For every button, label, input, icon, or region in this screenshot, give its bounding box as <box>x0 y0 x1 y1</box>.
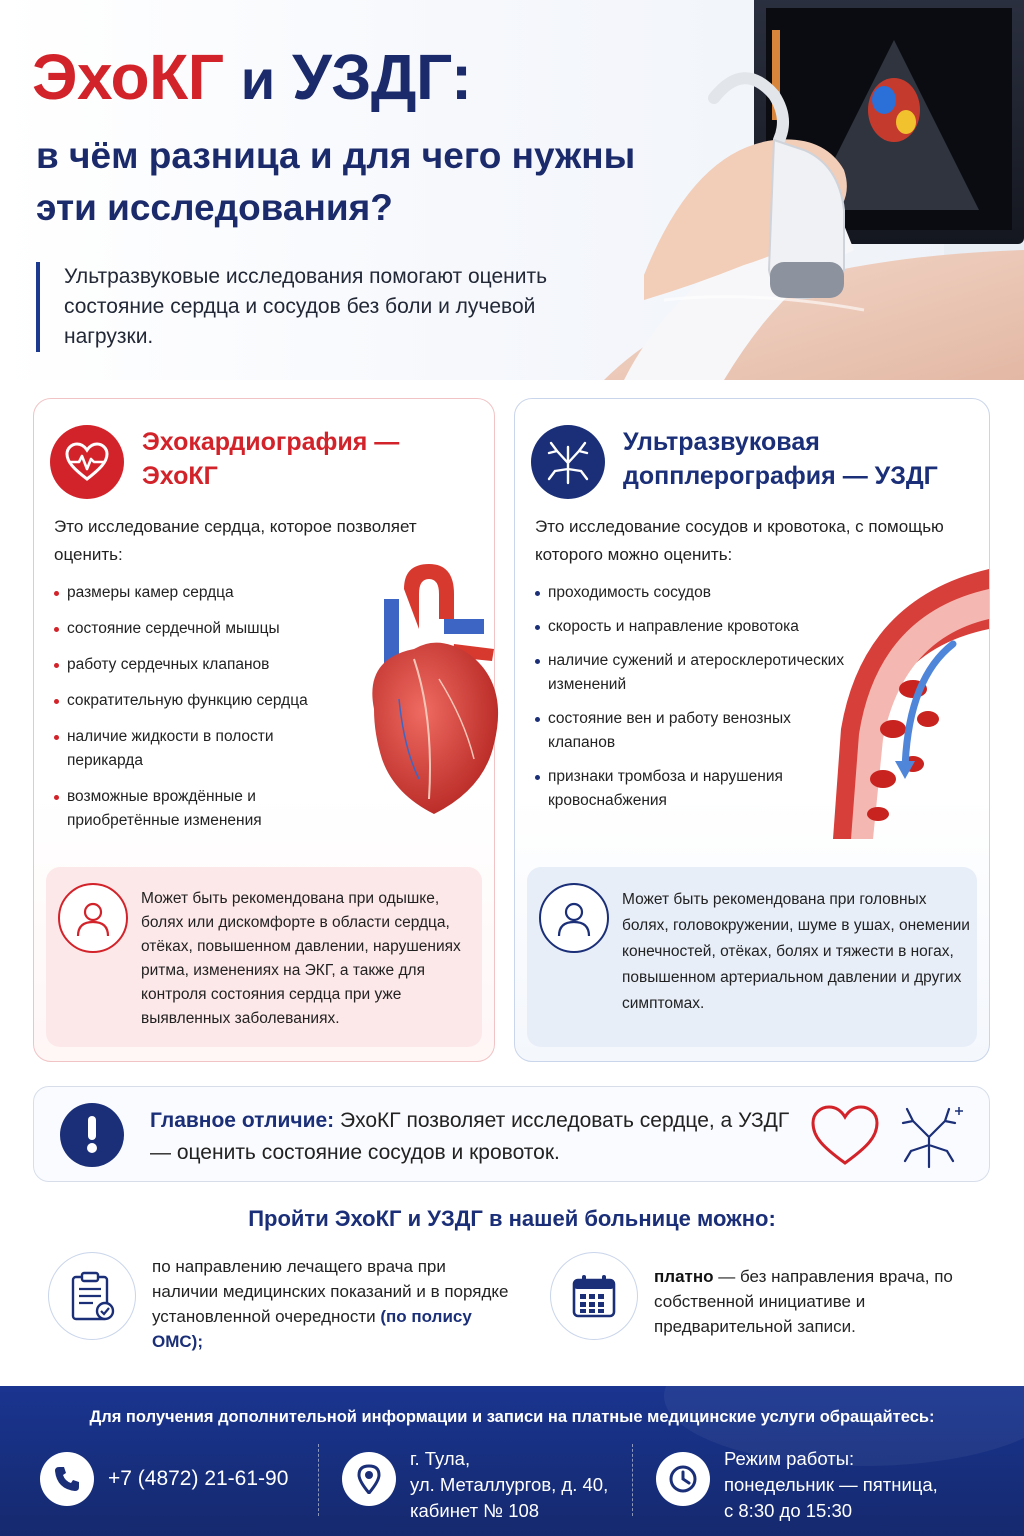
echo-card <box>33 398 495 1062</box>
page-title <box>32 40 472 114</box>
doppler-lead: Это исследование сосудов и кровотока, с помощью которого можно оценить: <box>535 517 944 564</box>
list-item: состояние вен и работу венозных клапанов <box>535 707 855 755</box>
phone-icon <box>40 1452 94 1506</box>
option-oms-body: по направлению лечащего врача при наличии медицинских показаний и в порядке установленной очередности <box>152 1257 509 1326</box>
doppler-title: Ультразвуковая допплерография — УЗДГ <box>623 428 938 490</box>
doppler-card <box>514 398 990 1062</box>
echo-recommendation <box>46 867 482 1047</box>
difference-body: ЭхоКГ позволяет исследовать сердце, а УЗДГ — оценить состояние сосудов и кровоток. <box>150 1109 790 1164</box>
difference-label: Главное отличие: <box>150 1109 335 1132</box>
footer-divider <box>318 1444 319 1516</box>
location-pin-icon <box>342 1452 396 1506</box>
ultrasound-photo <box>604 0 1024 380</box>
address-street: ул. Металлургов, д. 40, <box>410 1474 609 1495</box>
address-text <box>410 1446 608 1524</box>
doppler-list <box>535 581 855 823</box>
option-paid-body: — без направления врача, по собственной инициативе и предварительной записи. <box>654 1267 953 1336</box>
address-room: кабинет № 108 <box>410 1500 540 1521</box>
footer-title: Для получения дополнительной информации и записи на платные медицинские услуги обращайтесь: <box>89 1408 935 1426</box>
echo-list <box>54 581 344 845</box>
intro-text: Ультразвуковые исследования помогают оценить состояние сердца и сосудов без боли и лучевой нагрузки. <box>36 262 556 352</box>
heart-pulse-icon <box>50 425 124 499</box>
list-item: работу сердечных клапанов <box>54 653 344 677</box>
echo-title: Эхокардиография — ЭхоКГ <box>142 428 400 490</box>
clipboard-icon <box>48 1252 136 1340</box>
hero-section <box>0 0 1024 380</box>
hours-time: с 8:30 до 15:30 <box>724 1500 853 1521</box>
hours-days: понедельник — пятница, <box>724 1474 938 1495</box>
person-icon <box>58 883 128 953</box>
contact-address <box>342 1446 632 1526</box>
contacts-footer <box>0 1386 1024 1536</box>
clock-icon <box>656 1452 710 1506</box>
contact-hours <box>656 1446 976 1526</box>
option-oms-text <box>152 1254 512 1354</box>
phone-number[interactable]: +7 (4872) 21-61-90 <box>108 1467 289 1490</box>
doppler-recommendation-text: Может быть рекомендована при головных болях, головокружении, шуме в ушах, онемении конечностей, отёках, болях и тяжести в ногах, повышенном артериальном давлении и других симптомах. <box>622 891 970 1012</box>
heart-and-vessel-icons <box>809 1101 969 1171</box>
title-echo: ЭхоКГ <box>32 41 224 113</box>
option-oms <box>48 1248 509 1351</box>
echo-recommendation-text: Может быть рекомендована при одышке, болях или дискомфорте в области сердца, отёках, повышенном давлении, нарушениях ритма, изменениях на ЭКГ, а также для контроля состояния сердца при уже выявленных заболеваниях. <box>141 890 461 1027</box>
list-item: скорость и направление кровотока <box>535 615 855 639</box>
list-item: состояние сердечной мышцы <box>54 617 344 641</box>
list-item: проходимость сосудов <box>535 581 855 605</box>
difference-text <box>150 1105 800 1169</box>
list-item: наличие жидкости в полости перикарда <box>54 725 344 773</box>
hours-text <box>724 1446 938 1524</box>
footer-divider <box>632 1444 633 1516</box>
vessel-illustration <box>833 569 989 839</box>
vessel-tree-icon <box>531 425 605 499</box>
hours-label: Режим работы: <box>724 1448 855 1469</box>
option-oms-policy: (по полису ОМС); <box>152 1307 472 1351</box>
heart-illustration <box>344 559 504 819</box>
list-item: размеры камер сердца <box>54 581 344 605</box>
option-paid-label: платно <box>654 1267 714 1286</box>
title-doppler: УЗДГ: <box>291 41 472 113</box>
page-subtitle: в чём разница и для чего нужны эти исследования? <box>36 135 636 228</box>
main-difference <box>33 1086 990 1182</box>
list-item: возможные врождённые и приобретённые изменения <box>54 785 344 833</box>
address-city: г. Тула, <box>410 1448 471 1469</box>
doppler-recommendation <box>527 867 977 1047</box>
exclamation-icon <box>60 1103 124 1167</box>
list-item: наличие сужений и атеросклеротических изменений <box>535 649 855 697</box>
contact-phone[interactable] <box>40 1446 310 1526</box>
where-title: Пройти ЭхоКГ и УЗДГ в нашей больнице можно: <box>248 1206 776 1231</box>
title-and: и <box>240 48 275 111</box>
person-icon <box>539 883 609 953</box>
list-item: признаки тромбоза и нарушения кровоснабжения <box>535 765 855 813</box>
echo-lead: Это исследование сердца, которое позволяет оценить: <box>54 517 417 564</box>
list-item: сократительную функцию сердца <box>54 689 344 713</box>
calendar-icon <box>550 1252 638 1340</box>
